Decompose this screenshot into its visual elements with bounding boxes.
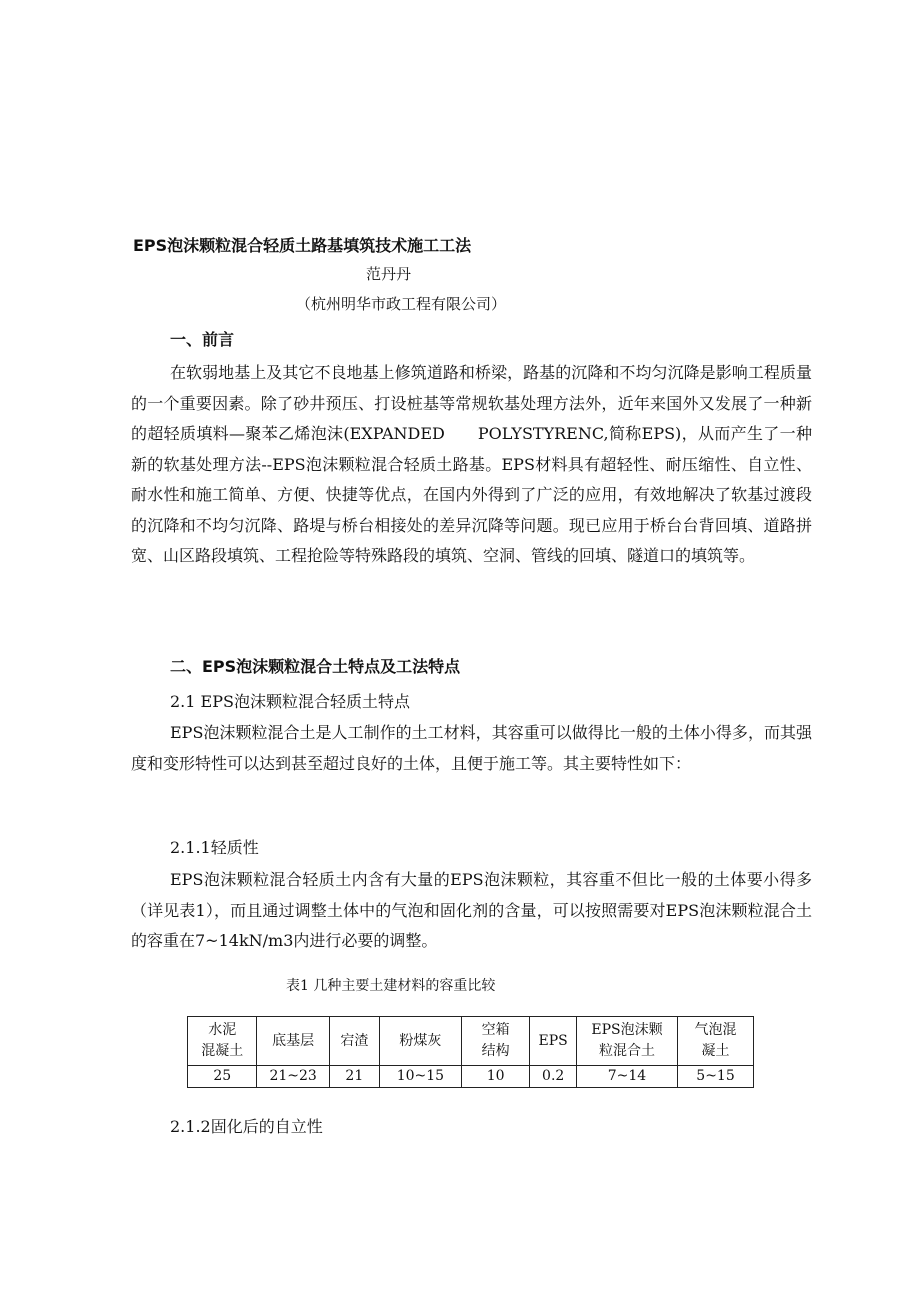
header-cell (379, 1017, 461, 1066)
value-cell: 10~15 (379, 1066, 461, 1088)
subsection-heading-2-1-2: 2.1.2固化后的自立性 (170, 1117, 323, 1136)
header-line: EPS泡沫颗 (591, 1022, 663, 1038)
value-cell: 21 (329, 1066, 379, 1088)
header-line: 粉煤灰 (399, 1032, 442, 1049)
subsection-heading-2-1: 2.1 EPS泡沫颗粒混合轻质土特点 (170, 692, 410, 711)
header-cell (188, 1017, 257, 1066)
header-cell (530, 1017, 577, 1066)
author-affiliation: （杭州明华市政工程有限公司） (296, 295, 507, 313)
header-line: 水泥 (208, 1022, 237, 1038)
value-cell: 21~23 (257, 1066, 329, 1088)
header-line: 宕渣 (340, 1032, 369, 1049)
preface-paragraph: 在软弱地基上及其它不良地基上修筑道路和桥梁，路基的沉降和不均匀沉降是影响工程质量的一个重要因素。除了砂井预压、打设桩基等常规软基处理方法外，近年来国外又发展了一种新的超轻质填料—聚苯乙烯泡沫(EXPANDED POLYSTYRENC,简称EPS)，从而产生了一种新的软基处理方法--EPS泡沫颗粒混合轻质土路基。EPS材料具有超轻性、耐压缩性、自立性、耐水性和施工简单、方便、快捷等优点，在国内外得到了广泛的应用，有效地解决了软基过渡段的沉降和不均匀沉降、路堤与桥台相接处的差异沉降等问题。现已应用于桥台台背回填、道路拼宽、山区路段填筑、工程抢险等特殊路段的填筑、空洞、管线的回填、隧道口的填筑等。 (131, 363, 812, 565)
value-cell: 25 (188, 1066, 257, 1088)
header-line: 底基层 (272, 1032, 315, 1049)
header-cell (576, 1017, 677, 1066)
table-header-row (188, 1017, 754, 1066)
value-cell: 7~14 (576, 1066, 677, 1088)
header-line: 空箱 (481, 1022, 510, 1038)
value-cell: 0.2 (530, 1066, 577, 1088)
header-cell (461, 1017, 529, 1066)
section-heading-preface: 一、前言 (170, 330, 235, 349)
table-caption: 表1 几种主要土建材料的容重比较 (286, 978, 496, 994)
section-heading-features: 二、EPS泡沫颗粒混合土特点及工法特点 (170, 657, 461, 676)
header-line: 结构 (481, 1043, 510, 1059)
author-name: 范丹丹 (366, 265, 412, 283)
header-line: 混凝土 (201, 1043, 244, 1059)
header-line: 粒混合土 (598, 1043, 655, 1059)
table-row (188, 1066, 754, 1088)
density-comparison-table (187, 1016, 754, 1088)
header-line: 凝土 (701, 1043, 730, 1059)
lightweight-paragraph: EPS泡沫颗粒混合轻质土内含有大量的EPS泡沫颗粒，其容重不但比一般的土体要小得多（详见表1），而且通过调整土体中的气泡和固化剂的含量，可以按照需要对EPS泡沫颗粒混合土的容重在7~14kN/m3内进行必要的调整。 (131, 870, 812, 950)
subsection-heading-2-1-1: 2.1.1轻质性 (170, 838, 259, 857)
document-title: EPS泡沫颗粒混合轻质土路基填筑技术施工工法 (133, 236, 472, 255)
header-line: EPS (538, 1032, 568, 1049)
value-cell: 10 (461, 1066, 529, 1088)
header-line: 气泡混 (694, 1022, 737, 1038)
value-cell: 5~15 (678, 1066, 754, 1088)
header-cell (257, 1017, 329, 1066)
header-cell (678, 1017, 754, 1066)
header-cell (329, 1017, 379, 1066)
features-paragraph: EPS泡沫颗粒混合土是人工制作的土工材料，其容重可以做得比一般的土体小得多，而其强度和变形特性可以达到甚至超过良好的土体，且便于施工等。其主要特性如下： (131, 723, 812, 773)
